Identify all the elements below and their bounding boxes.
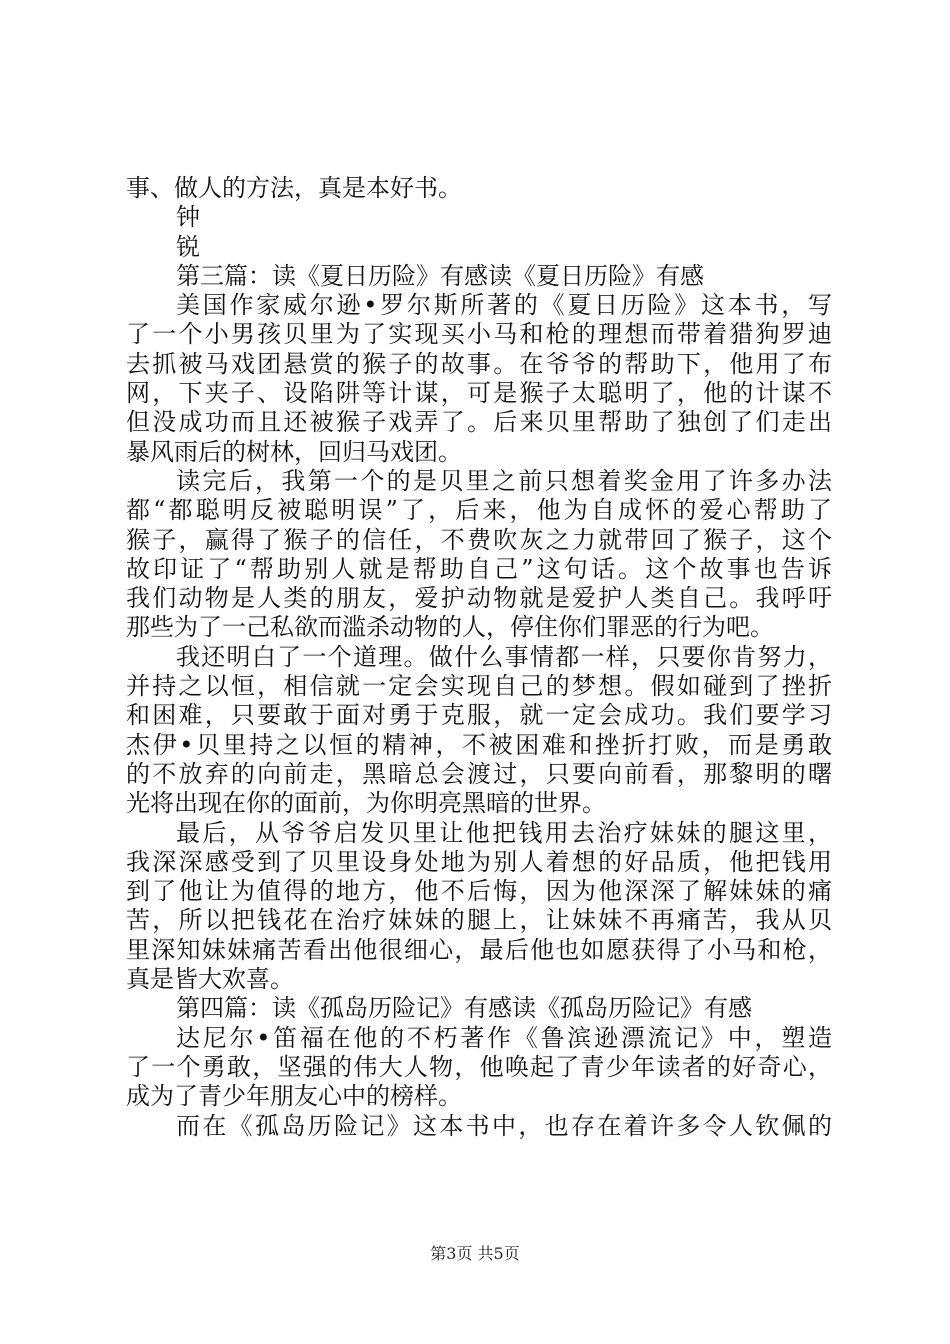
text-line: 的不放弃的向前走，黑暗总会渡过，只要向前看，那黎明的曙 [126,759,832,788]
text-line: 我还明白了一个道理。做什么事情都一样，只要你肯努力， [176,642,832,671]
text-line: 真是皆大欢喜。 [126,965,294,994]
text-line: 都“都聪明反被聪明误”了，后来，他为自成怀的爱心帮助了 [126,496,832,525]
text-line: 成为了青少年朋友心中的榜样。 [126,1082,462,1111]
text-line: 去抓被马戏团悬赏的猴子的故事。在爷爷的帮助下，他用了布 [126,349,832,378]
text-line: 最后，从爷爷启发贝里让他把钱用去治疗妹妹的腿这里， [176,818,832,847]
text-line: 达尼尔•笛福在他的不朽著作《鲁滨逊漂流记》中，塑造 [176,1023,832,1052]
section-heading: 第四篇：读《孤岛历险记》有感读《孤岛历险记》有感 [176,994,752,1023]
text-line: 锐 [176,232,200,261]
section-heading: 第三篇：读《夏日历险》有感读《夏日历险》有感 [176,261,704,290]
text-line: 我深深感受到了贝里设身处地为别人着想的好品质，他把钱用 [126,847,832,876]
text-line: 那些为了一己私欲而滥杀动物的人，停住你们罪恶的行为吧。 [126,613,774,642]
text-line: 杰伊•贝里持之以恒的精神，不被困难和挫折打败，而是勇敢 [126,730,832,759]
document-body [126,174,832,1141]
text-line: 和困难，只要敢于面对勇于克服，就一定会成功。我们要学习 [126,701,832,730]
text-line: 但没成功而且还被猴子戏弄了。后来贝里帮助了独创了们走出 [126,408,832,437]
text-line: 而在《孤岛历险记》这本书中，也存在着许多令人钦佩的 [176,1111,832,1140]
text-line: 到了他让为值得的地方，他不后悔，因为他深深了解妹妹的痛 [126,877,832,906]
text-line: 里深知妹妹痛苦看出他很细心，最后他也如愿获得了小马和枪， [126,935,832,964]
text-line: 网，下夹子、设陷阱等计谋，可是猴子太聪明了，他的计谋不 [126,379,832,408]
text-line: 我们动物是人类的朋友，爱护动物就是爱护人类自己。我呼吁 [126,584,832,613]
page-number-footer: 第3页 共5页 [430,1244,520,1263]
text-line: 了一个勇敢，坚强的伟大人物，他唤起了青少年读者的好奇心， [126,1052,832,1081]
text-line: 美国作家威尔逊•罗尔斯所著的《夏日历险》这本书，写 [176,291,832,320]
text-line: 钟 [176,203,200,232]
text-line: 读完后，我第一个的是贝里之前只想着奖金用了许多办法 [176,466,832,495]
text-line: 暴风雨后的树林，回归马戏团。 [126,437,462,466]
text-line: 了一个小男孩贝里为了实现买小马和枪的理想而带着猎狗罗迪 [126,320,832,349]
text-line: 故印证了“帮助别人就是帮助自己”这句话。这个故事也告诉 [126,554,832,583]
text-line: 事、做人的方法，真是本好书。 [126,174,462,202]
text-line: 猴子，赢得了猴子的信任，不费吹灰之力就带回了猴子，这个 [126,525,832,554]
text-line: 并持之以恒，相信就一定会实现自己的梦想。假如碰到了挫折 [126,672,832,701]
text-line: 光将出现在你的面前，为你明亮黑暗的世界。 [126,789,606,818]
text-line: 苦，所以把钱花在治疗妹妹的腿上，让妹妹不再痛苦，我从贝 [126,906,832,935]
